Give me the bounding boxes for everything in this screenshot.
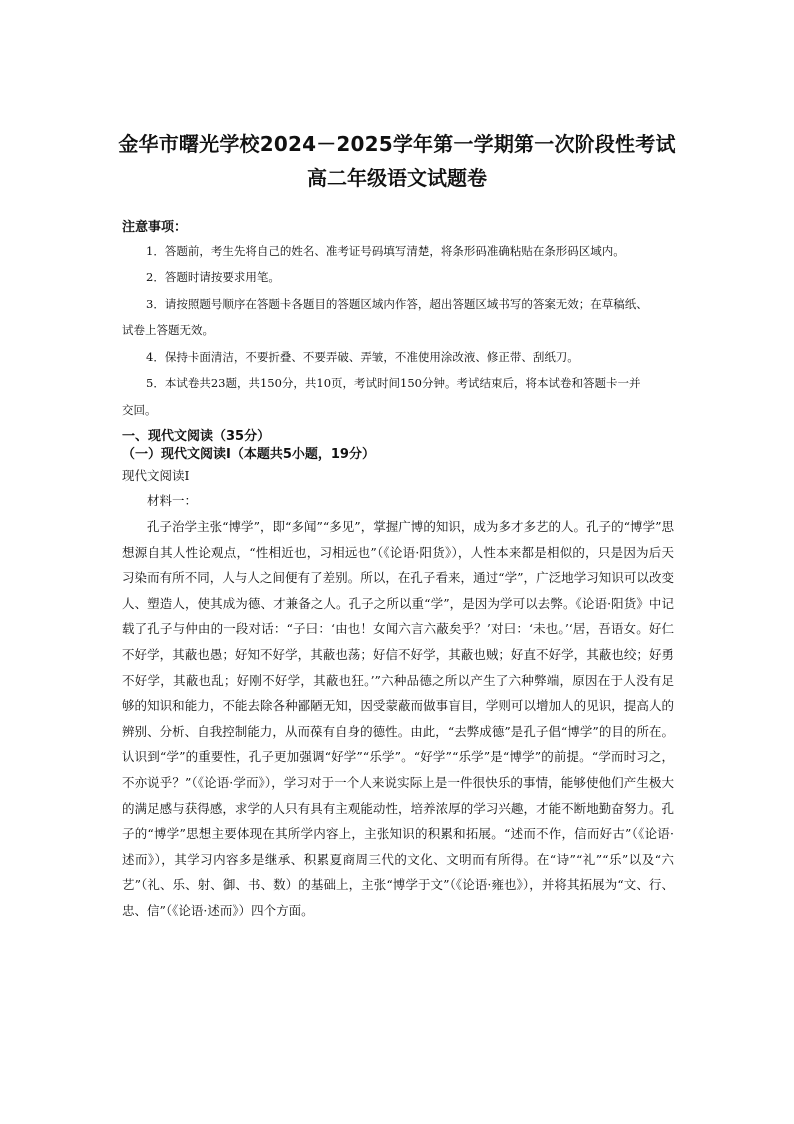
exam-title: 金华市曙光学校2024－2025学年第一学期第一次阶段性考试 [118,132,676,156]
section-heading: 一、现代文阅读（35分） [122,429,271,444]
notice-item: 4．保持卡面清洁，不要折叠、不要弄破、弄皱，不准使用涂改液、修正带、刮纸刀。 [146,350,579,364]
exam-subtitle: 高二年级语文试题卷 [307,166,487,190]
notice-item-continued: 交回。 [122,403,157,417]
notice-heading: 注意事项： [122,220,188,235]
notice-item: 3．请按照题号顺序在答题卡各题目的答题区域内作答，超出答题区域书写的答案无效；在草稿纸、 [146,297,648,311]
notice-item: 1．答题前，考生先将自己的姓名、准考证号码填写清楚，将条形码准确粘贴在条形码区域内。 [146,244,625,258]
subsection-heading: （一）现代文阅读Ⅰ（本题共5小题，19分） [122,447,375,462]
passage-body [122,514,674,924]
notice-item-continued: 试卷上答题无效。 [122,323,214,337]
material-label: 材料一： [147,493,198,508]
reading-label: 现代文阅读Ⅰ [122,468,190,483]
notice-item: 5．本试卷共23题，共150分，共10页，考试时间150分钟。考试结束后，将本试卷和答题卡一并 [146,376,641,390]
notice-item: 2．答题时请按要求用笔。 [146,270,280,284]
passage-paragraph: 孔子治学主张“博学”，即“多闻”“多见”，掌握广博的知识，成为多才多艺的人。孔子的“博学”思想源自其人性论观点，“性相近也，习相远也”（《论语·阳货》），人性本来都是相似的，只是因为后天习染而有所不同，人与人之间便有了差别。所以，在孔子看来，通过“学”，广泛地学习知识可以改变人、塑造人，使其成为德、才兼备之人。孔子之所以重“学”，是因为学可以去弊。《论语·阳货》中记载了孔子与仲由的一段对话：“子曰：‘由也！女闻六言六蔽矣乎？’对曰：‘未也。’‘居，吾语女。好仁不好学，其蔽也愚；好知不好学，其蔽也荡；好信不好学，其蔽也贼；好直不好学，其蔽也绞；好勇不好学，其蔽也乱；好刚不好学，其蔽也狂。’”六种品德之所以产生了六种弊端，原因在于人没有足够的知识和能力，不能去除各种鄙陋无知，因受蒙蔽而做事盲目，学则可以增加人的见识，提高人的辨别、分析、自我控制能力，从而葆有自身的德性。由此，“去弊成德”是孔子倡“博学”的目的所在。认识到“学”的重要性，孔子更加强调“好学”“乐学”。“好学”“乐学”是“博学”的前提。“学而时习之，不亦说乎？”（《论语·学而》），学习对于一个人来说实际上是一件很快乐的事情，能够使他们产生极大的满足感与获得感，求学的人只有具有主观能动性，培养浓厚的学习兴趣，才能不断地勤奋努力。孔子的“博学”思想主要体现在其所学内容上，主张知识的积累和拓展。“述而不作，信而好古”（《论语·述而》），其学习内容多是继承、积累夏商周三代的文化、文明而有所得。在“诗”“礼”“乐”以及“六艺”（礼、乐、射、御、书、数）的基础上，主张“博学于文”（《论语·雍也》），并将其拓展为“文、行、忠、信”（《论语·述而》）四个方面。 [122,519,674,918]
